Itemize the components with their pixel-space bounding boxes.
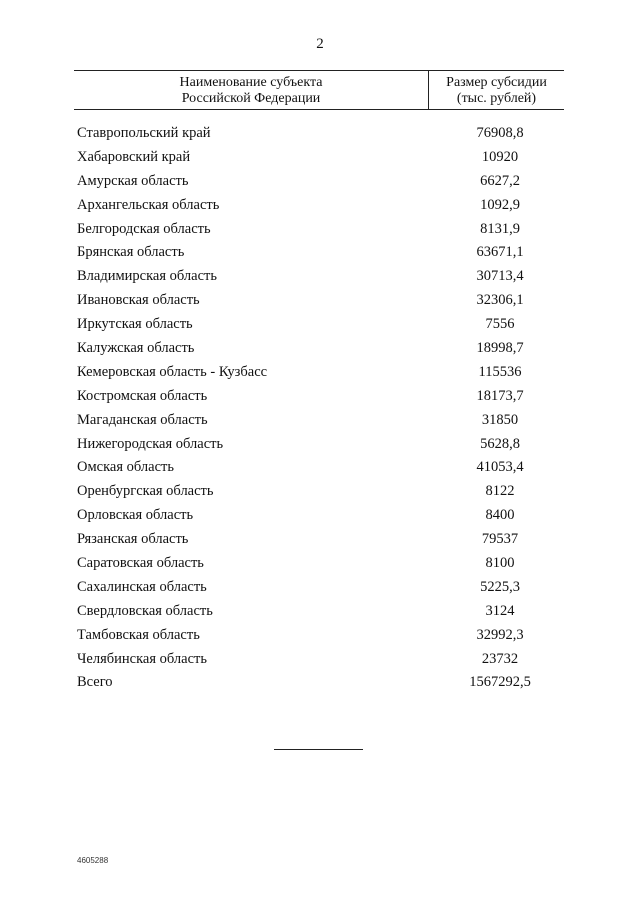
subsidy-amount: 8100 [485,555,515,572]
subsidy-amount: 6627,2 [480,172,520,189]
subsidy-amount: 5225,3 [480,578,520,595]
header-region-name-line1: Наименование субъекта [179,75,323,90]
subsidy-amount: 10920 [481,148,519,165]
table-row [77,576,564,600]
region-name: Брянская область [77,244,185,261]
table-row [77,265,564,289]
region-name: Всего [77,674,113,691]
header-subsidy-amount-line2: (тыс. рублей) [456,91,537,106]
subsidy-amount: 8400 [485,507,515,524]
region-name: Омская область [77,459,174,476]
table-row [77,552,564,576]
table-row [77,528,564,552]
table-row [77,122,564,146]
table-row [77,624,564,648]
subsidy-amount: 76908,8 [476,125,524,141]
header-region-name-line2: Российской Федерации [181,91,321,106]
region-name: Оренбургская область [77,483,214,500]
region-name: Амурская область [77,172,189,189]
subsidy-amount: 5628,8 [480,435,520,452]
subsidy-amount: 32306,1 [476,292,524,309]
table-row [77,218,564,242]
table-row [77,456,564,480]
table-row [77,170,564,194]
region-name: Ивановская область [77,292,200,309]
region-name: Саратовская область [77,555,204,572]
region-name: Ставропольский край [77,125,211,141]
subsidy-amount: 115536 [478,363,522,380]
region-name: Тамбовская область [77,626,200,643]
table-row [77,409,564,433]
region-name: Кемеровская область - Кузбасс [77,363,268,380]
subsidy-amount: 1567292,5 [469,674,531,691]
table-body [77,122,564,695]
subsidy-amount: 7556 [485,316,515,333]
subsidy-amount: 18173,7 [476,387,524,404]
region-name: Орловская область [77,507,194,524]
region-name: Архангельская область [77,196,220,213]
region-name: Калужская область [77,340,195,357]
table-header [74,70,564,110]
region-name: Владимирская область [77,268,217,285]
subsidy-amount: 18998,7 [476,340,524,357]
region-name: Магаданская область [77,411,208,428]
subsidy-amount: 31850 [481,411,519,428]
subsidy-amount: 30713,4 [476,268,524,285]
table-row [77,480,564,504]
region-name: Сахалинская область [77,578,207,595]
table-row [77,241,564,265]
end-of-document-line [274,749,363,750]
subsidy-amount: 63671,1 [476,244,524,261]
table-row [77,337,564,361]
subsidy-amount: 23732 [481,650,519,667]
table-row [77,313,564,337]
subsidy-amount: 8122 [485,483,515,500]
document-code: 4605288 [77,856,109,865]
header-region-name [74,75,428,107]
table-row [77,146,564,170]
region-name: Белгородская область [77,220,211,237]
table-row [77,600,564,624]
region-name: Свердловская область [77,602,213,619]
region-name: Костромская область [77,387,208,404]
subsidy-amount: 41053,4 [476,459,524,476]
subsidy-amount: 3124 [485,602,515,619]
table-row [77,648,564,672]
region-name: Рязанская область [77,531,189,548]
page-number: 2 [316,36,324,52]
table-row [77,385,564,409]
header-subsidy-amount-line1: Размер субсидии [446,75,547,90]
region-name: Нижегородская область [77,435,224,452]
table-row [77,361,564,385]
table-row [77,289,564,313]
subsidy-amount: 8131,9 [480,220,520,237]
table-row [77,433,564,457]
region-name: Челябинская область [77,650,207,667]
subsidy-amount: 32992,3 [476,626,524,643]
total-row [77,671,564,695]
table-row [77,194,564,218]
header-subsidy-amount [429,75,564,107]
subsidy-amount: 79537 [481,531,519,548]
subsidy-amount: 1092,9 [480,196,520,213]
region-name: Иркутская область [77,316,193,333]
region-name: Хабаровский край [77,148,191,165]
table-row [77,504,564,528]
